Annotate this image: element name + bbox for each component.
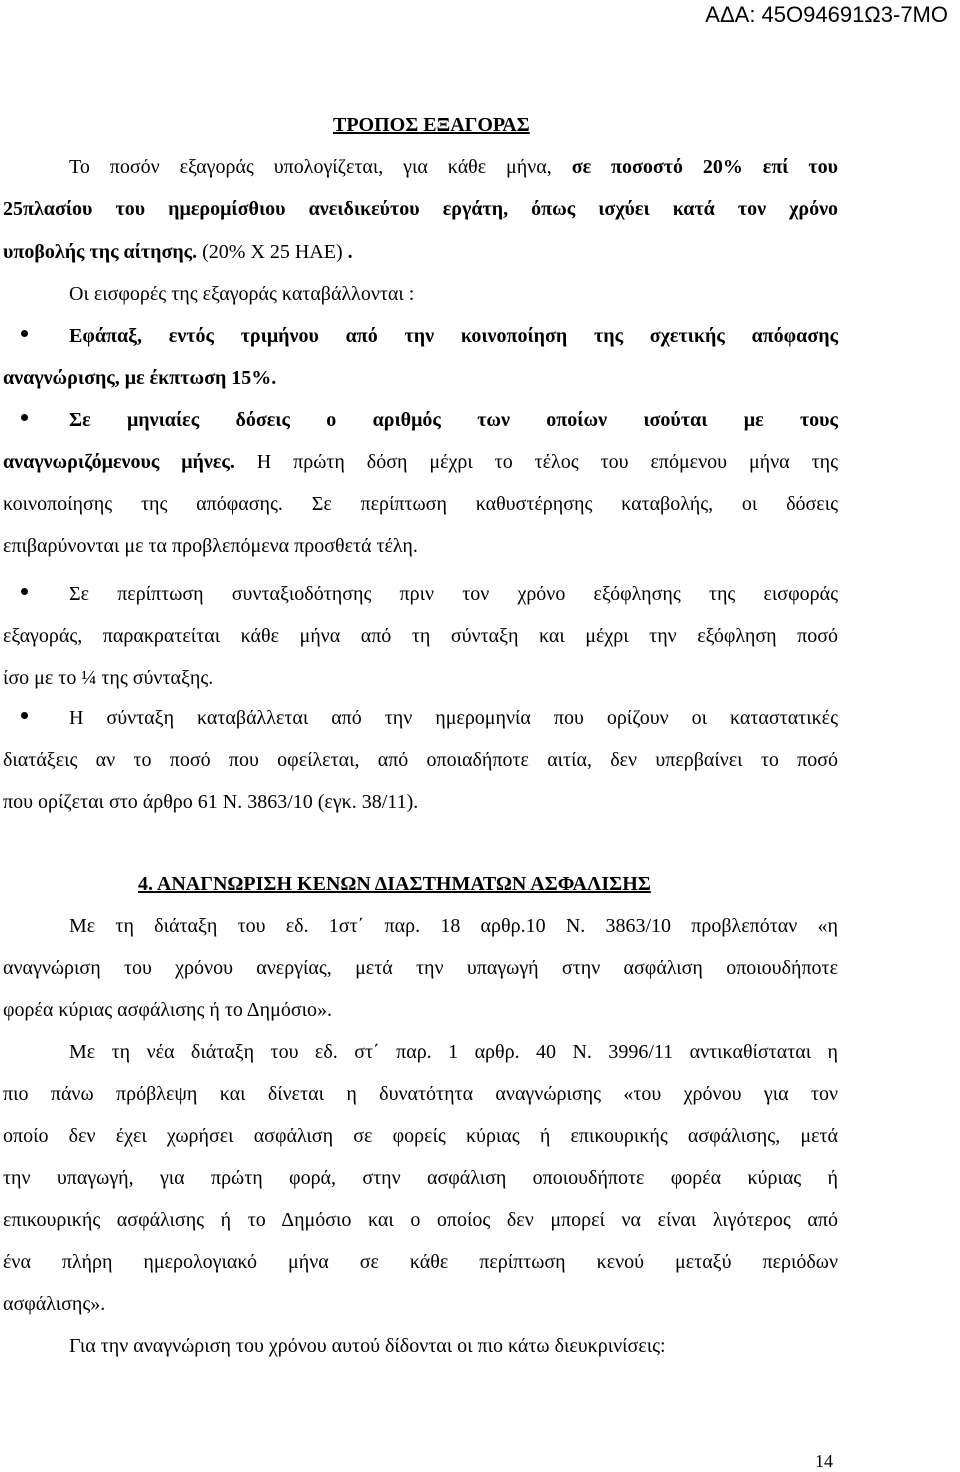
buyout-para1-text: Το ποσόν εξαγοράς υπολογίζεται, για κάθε μήνα, [69, 156, 572, 178]
bullet1-line1: Εφάπαξ, εντός τριμήνου από την κοινοποίηση της σχετικής απόφασης [69, 325, 838, 347]
section-title-4: 4. ΑΝΑΓΝΩΡΙΣΗ ΚΕΝΩΝ ΔΙΑΣΤΗΜΑΤΩΝ ΑΣΦΑΛΙΣΗΣ [138, 873, 651, 895]
s4-para2-line7: ασφάλισης». [3, 1293, 106, 1315]
section-title-buyout: ΤΡΟΠΟΣ ΕΞΑΓΟΡΑΣ [333, 114, 530, 136]
bullet2-line1: Σε μηνιαίες δόσεις ο αριθμός των οποίων ισούται με τους [69, 409, 838, 431]
bullet1-line2: αναγνώρισης, με έκπτωση 15%. [3, 367, 277, 389]
s4-para2-line1: Με τη νέα διάταξη του εδ. στ΄ παρ. 1 αρθρ. 40 Ν. 3996/11 αντικαθίσταται η [69, 1041, 838, 1063]
bullet-marker [21, 588, 28, 595]
bullet4-line1: Η σύνταξη καταβάλλεται από την ημερομηνία που ορίζουν οι καταστατικές [69, 707, 838, 729]
s4-para1-line3: φορέα κύριας ασφάλισης ή το Δημόσιο». [3, 999, 333, 1021]
page-number: 14 [815, 1451, 833, 1471]
buyout-formula: (20% Χ 25 ΗΑΕ) [197, 241, 348, 263]
buyout-para1-line2: 25πλασίου του ημερομίσθιου ανειδικεύτου εργάτη, όπως ισχύει κατά τον χρόνο [3, 198, 838, 220]
bullet2-notification: κοινοποίησης της απόφασης. [3, 493, 283, 515]
bullet3-line3: ίσο με το ¼ της σύνταξης. [3, 667, 214, 689]
s4-para2-line6: ένα πλήρη ημερολογιακό μήνα σε κάθε περίπτωση κενού μεταξύ περιόδων [3, 1251, 838, 1273]
ada-code: ΑΔΑ: 45Ο94691Ω3-7ΜΟ [705, 2, 948, 27]
bullet4-line2: διατάξεις αν το ποσό που οφείλεται, από οποιαδήποτε αιτία, δεν υπερβαίνει το ποσό [3, 749, 838, 771]
bullet2-line3 [3, 492, 838, 516]
buyout-para1-line3 [3, 240, 838, 264]
s4-para1-line1: Με τη διάταξη του εδ. 1στ΄ παρ. 18 αρθρ.10 Ν. 3863/10 προβλεπόταν «η [69, 915, 838, 937]
bullet3-line2: εξαγοράς, παρακρατείται κάθε μήνα από τη σύνταξη και μέχρι την εξόφληση ποσό [3, 625, 838, 647]
buyout-para1-line1 [69, 155, 838, 179]
s4-para3: Για την αναγνώριση του χρόνου αυτού δίδονται οι πιο κάτω διευκρινίσεις: [69, 1335, 666, 1357]
bullet2-delay: Σε περίπτωση καθυστέρησης καταβολής, οι δόσεις [282, 493, 838, 515]
bullet2-line2 [3, 450, 838, 474]
buyout-submission-bold: υποβολής της αίτησης. [3, 241, 198, 263]
s4-para2-line2: πιο πάνω πρόβλεψη και δίνεται η δυνατότητα αναγνώρισης «του χρόνου για τον [3, 1083, 838, 1105]
bullet4-line3: που ορίζεται στο άρθρο 61 Ν. 3863/10 (εγκ. 38/11). [3, 791, 419, 813]
bullet3-line1: Σε περίπτωση συνταξιοδότησης πριν τον χρόνο εξόφλησης της εισφοράς [69, 583, 838, 605]
s4-para1-line2: αναγνώριση του χρόνου ανεργίας, μετά την υπαγωγή στην ασφάλιση οποιουδήποτε [3, 957, 838, 979]
s4-para2-line4: την υπαγωγή, για πρώτη φορά, στην ασφάλιση οποιουδήποτε φορέα κύριας ή [3, 1167, 838, 1189]
contributions-intro: Οι εισφορές της εξαγοράς καταβάλλονται : [69, 283, 415, 305]
bullet2-months-bold: αναγνωριζόμενους μήνες. [3, 451, 235, 473]
buyout-period: . [347, 241, 353, 263]
s4-para2-line5: επικουρικής ασφάλισης ή το Δημόσιο και ο οποίος δεν μπορεί να είναι λιγότερος από [3, 1209, 838, 1231]
bullet2-first-installment: Η πρώτη δόση μέχρι το τέλος του επόμενου μήνα της [234, 451, 838, 473]
s4-para2-line3: οποίο δεν έχει χωρήσει ασφάλιση σε φορείς κύριας ή επικουρικής ασφάλισης, μετά [3, 1125, 838, 1147]
bullet2-line4: επιβαρύνονται με τα προβλεπόμενα προσθετά τέλη. [3, 535, 418, 557]
bullet-marker [21, 712, 28, 719]
bullet-marker [21, 330, 28, 337]
buyout-percentage-bold: σε ποσοστό 20% επί του [571, 156, 839, 178]
bullet-marker [21, 414, 28, 421]
